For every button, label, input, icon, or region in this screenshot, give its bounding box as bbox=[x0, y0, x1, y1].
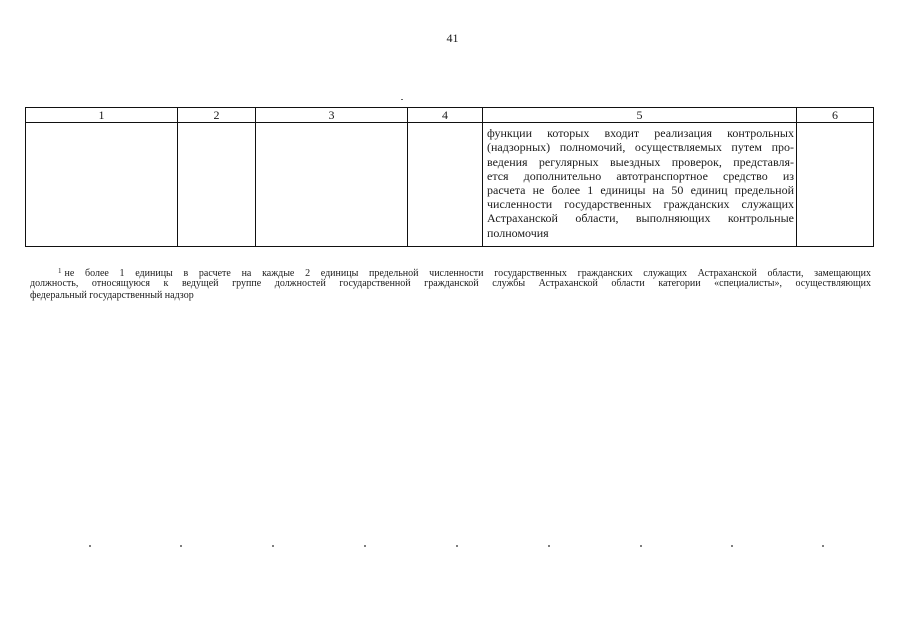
scan-speck bbox=[401, 99, 403, 100]
cell-text-line: Астраханской области, выполняющих контрольные bbox=[487, 211, 794, 226]
column-header-6: 6 bbox=[797, 108, 874, 123]
scan-dot bbox=[640, 545, 642, 547]
footnote bbox=[30, 265, 871, 303]
cell-text-line: ведения регулярных выездных проверок, представля- bbox=[487, 154, 794, 169]
cell-text-line: функции которых входит реализация контрольных bbox=[487, 126, 794, 141]
footnote-line-2: должность, относящуюся к ведущей группе должностей государственной гражданской службы Астраханской области категории «специалисты», осуществляющих bbox=[30, 277, 871, 289]
column-header-4: 4 bbox=[408, 108, 483, 123]
scan-dot bbox=[548, 545, 550, 547]
table-cell-2 bbox=[178, 123, 256, 247]
scan-dot bbox=[180, 545, 182, 547]
footnote-line-1 bbox=[30, 265, 871, 278]
cell-text-line: численности государственных гражданских служащих bbox=[487, 197, 794, 212]
scan-dot bbox=[272, 545, 274, 547]
table-header-row bbox=[26, 108, 874, 123]
column-header-1: 1 bbox=[26, 108, 178, 123]
table-cell-5 bbox=[483, 123, 797, 247]
scan-dot bbox=[456, 545, 458, 547]
column-header-3: 3 bbox=[256, 108, 408, 123]
scan-dot bbox=[822, 545, 824, 547]
document-table bbox=[25, 107, 874, 247]
table-row bbox=[26, 123, 874, 247]
scan-dot bbox=[731, 545, 733, 547]
footnote-text: не более 1 единицы в расчете на каждые 2 единицы предельной численности государственных гражданских служащих Астраханской области, замещающих bbox=[64, 268, 871, 279]
cell-text-line: расчета не более 1 единицы на 50 единиц предельной bbox=[487, 182, 794, 197]
scan-dot bbox=[364, 545, 366, 547]
page-number: 41 bbox=[446, 31, 459, 45]
table-cell-1 bbox=[26, 123, 178, 247]
footnote-marker: 1 bbox=[58, 267, 62, 275]
column-header-5: 5 bbox=[483, 108, 797, 123]
table-cell-6 bbox=[797, 123, 874, 247]
table-cell-3 bbox=[256, 123, 408, 247]
table-cell-4 bbox=[408, 123, 483, 247]
cell-text-line: полномочия bbox=[487, 225, 549, 240]
cell-text-line: ется дополнительно автотранспортное средство из bbox=[487, 168, 794, 183]
scan-dot-row bbox=[0, 545, 905, 548]
scan-dot bbox=[89, 545, 91, 547]
cell-text-line: (надзорных) полномочий, осуществляемых путем про- bbox=[487, 140, 794, 155]
column-header-2: 2 bbox=[178, 108, 256, 123]
footnote-line-3: федеральный государственный надзор bbox=[30, 290, 194, 301]
